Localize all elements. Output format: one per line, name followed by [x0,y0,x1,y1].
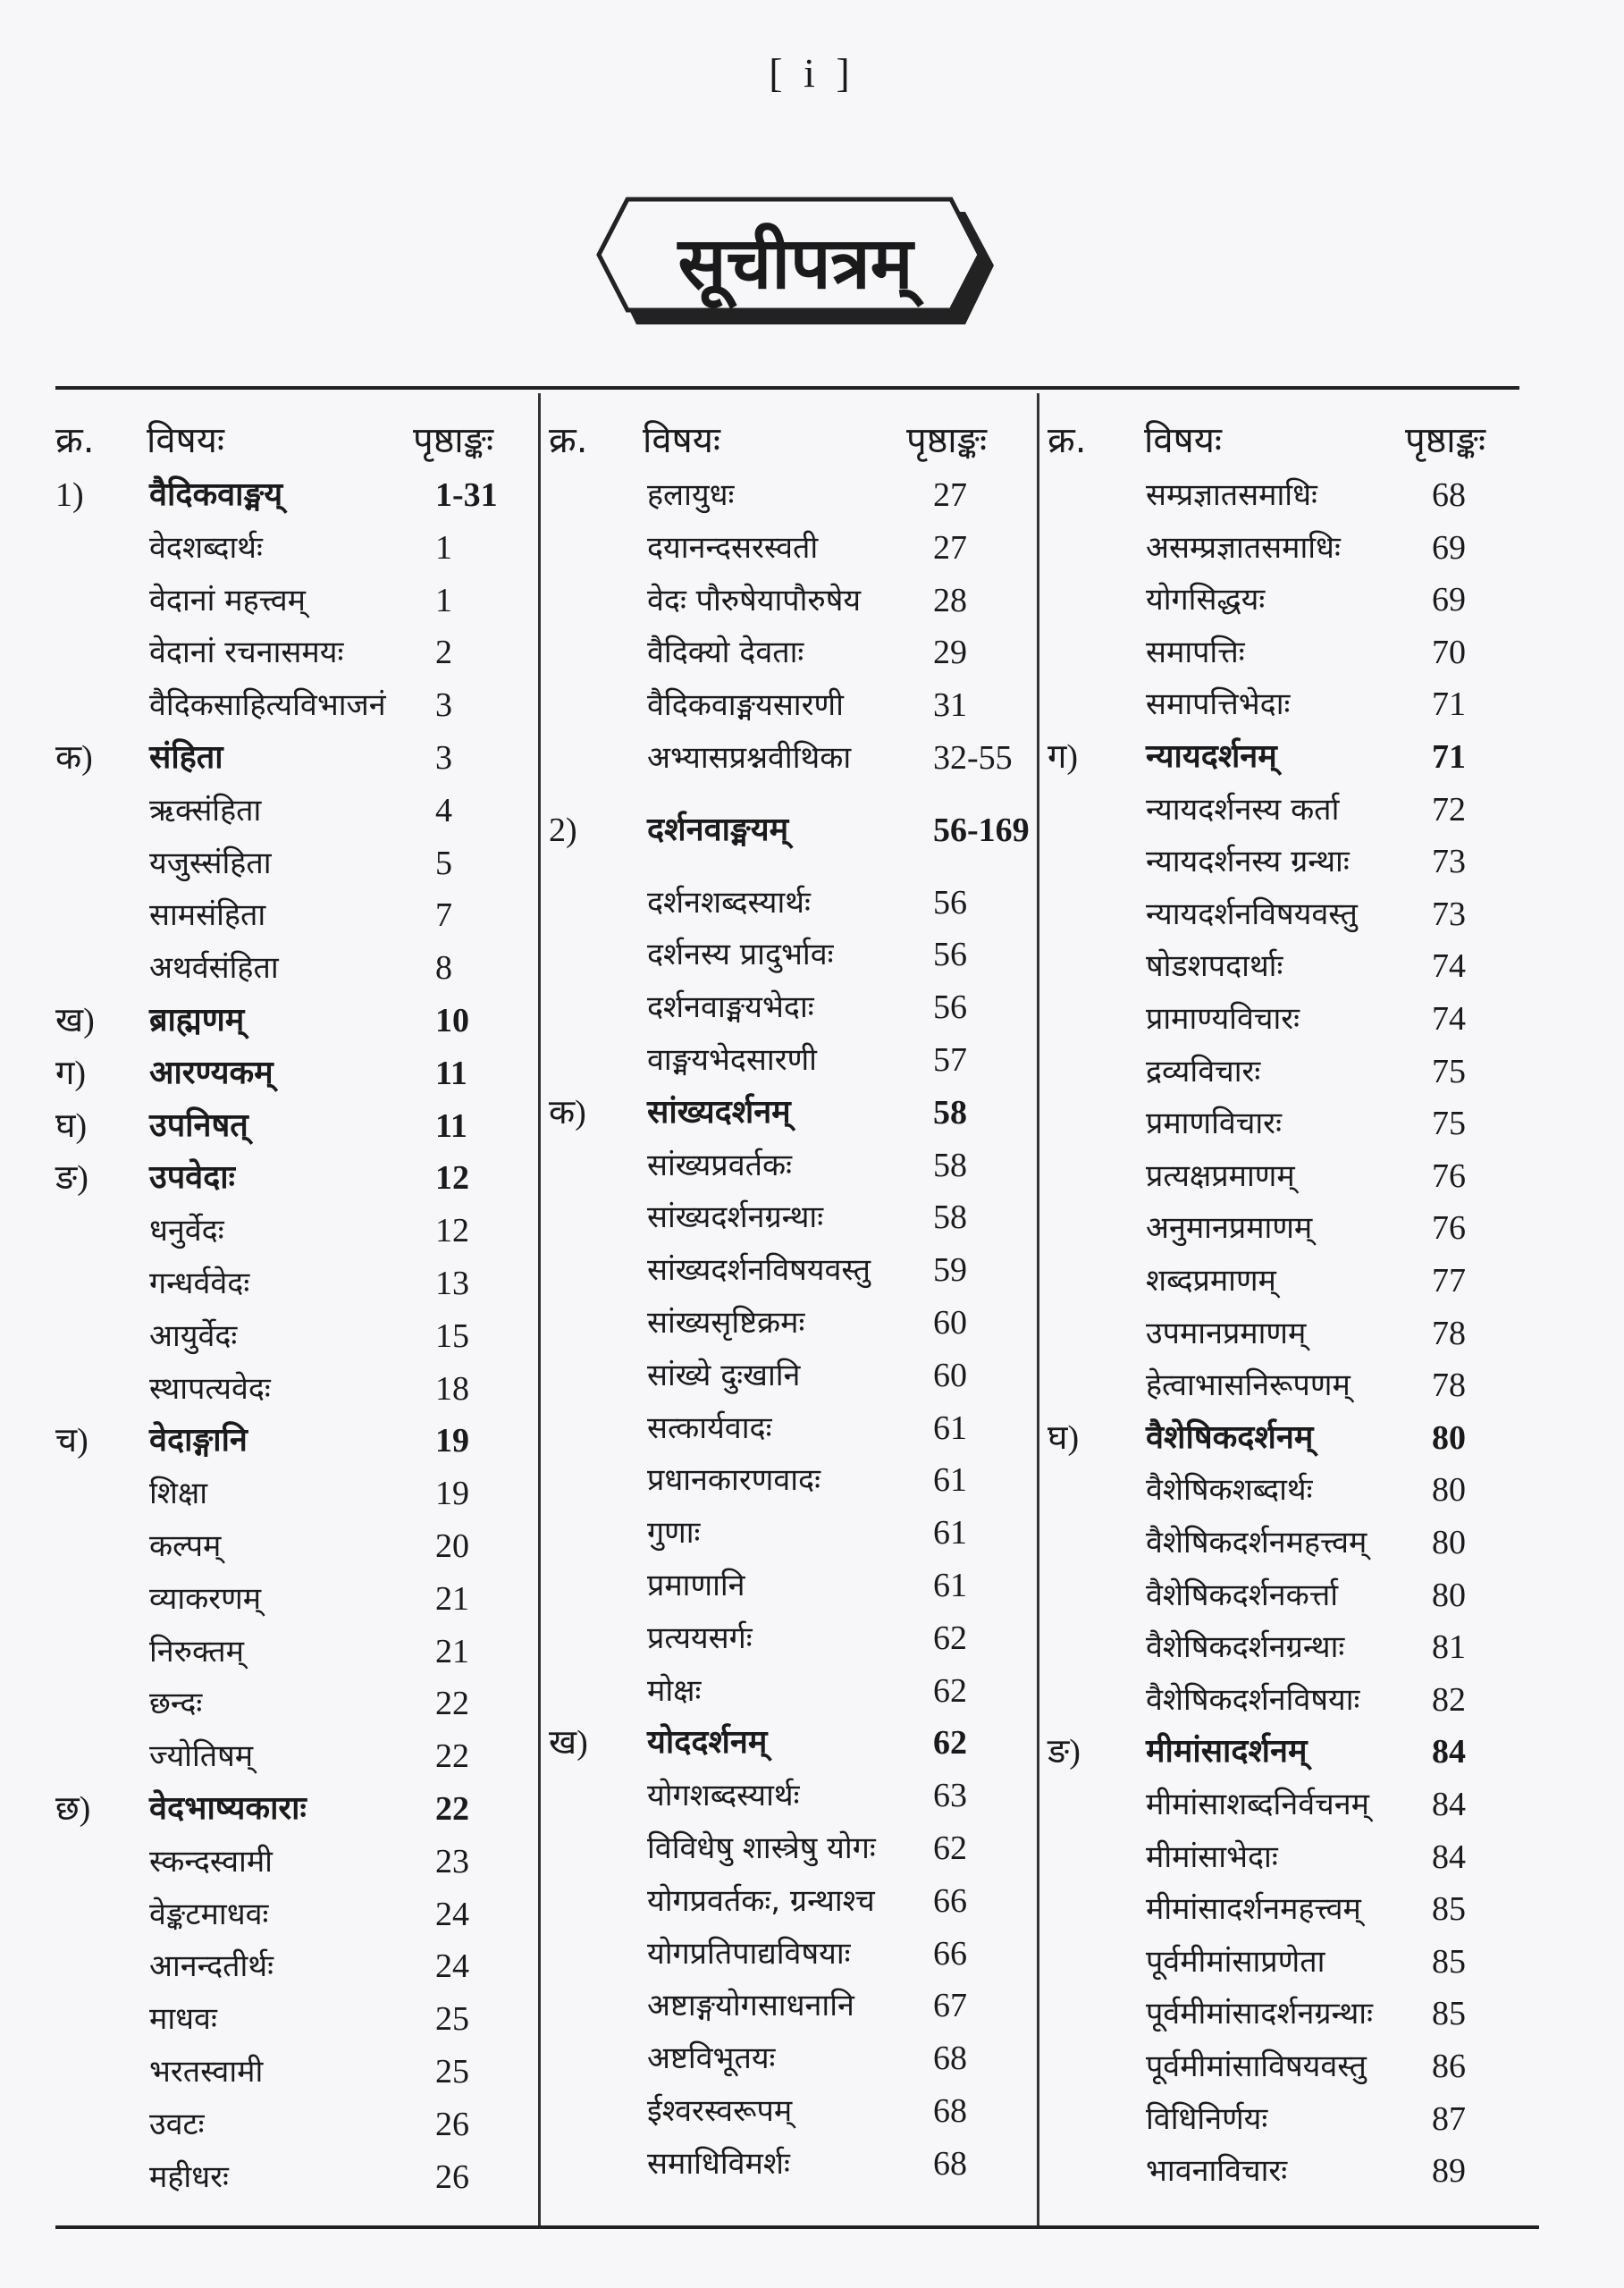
toc-row-page: 87 [1432,2099,1466,2138]
toc-row-page: 8 [435,949,452,988]
toc-row-topic: दर्शनस्य प्रादुर्भावः [647,937,834,973]
toc-row-page: 1 [435,581,452,619]
toc-row-page: 32-55 [933,739,1013,777]
toc-row-page: 7 [435,896,452,935]
toc-row-topic: ईश्वरस्वरूपम् [647,2093,793,2129]
toc-row-page: 89 [1432,2152,1466,2191]
toc-row-page: 21 [435,1632,469,1670]
toc-row-topic: वेदानां रचनासमयः [149,635,344,671]
toc-row-page: 85 [1432,1942,1466,1981]
toc-row-topic: सांख्यदर्शनविषयवस्तु [647,1252,871,1289]
toc-row-topic: वैशेषिकदर्शनकर्त्ता [1146,1577,1339,1613]
toc-row-page: 58 [933,1146,967,1184]
toc-row-page: 24 [435,1895,469,1933]
toc-row-page: 28 [933,581,967,619]
header-page: पृष्ठाङ्कः [413,420,494,461]
toc-row-topic: पूर्वमीमांसादर्शनग्रन्थाः [1146,1996,1373,2032]
toc-row-page: 68 [1432,476,1466,514]
toc-row-page: 60 [933,1304,967,1342]
toc-row-page: 61 [933,1514,967,1552]
header-topic: विषयः [1144,420,1222,461]
toc-row-page: 18 [435,1369,469,1408]
toc-row-page: 73 [1432,895,1466,933]
toc-row-page: 3 [435,739,452,777]
toc-row-topic: अष्टाङ्गयोगसाधनानि [647,1988,854,2024]
toc-row-topic: वेदानां महत्त्वम् [149,582,306,618]
toc-row-topic: वैशेषिकशब्दार्थः [1146,1472,1313,1509]
column-divider-1 [538,393,541,2225]
toc-row-topic: समापत्तिभेदाः [1146,686,1291,723]
toc-row-page: 62 [933,1671,967,1710]
toc-row-topic: सत्कार्यवादः [647,1409,772,1446]
toc-row-topic: भरतस्वामी [149,2054,264,2090]
header-num: क्र. [55,420,95,461]
toc-row-topic: आरण्यकम् [149,1054,273,1091]
toc-row-topic: स्थापत्यवेदः [149,1370,271,1407]
toc-row-topic: समापत्तिः [1146,634,1245,670]
toc-row-topic: सांख्यदर्शनम् [647,1093,791,1131]
toc-row-number: ग) [55,1054,87,1092]
toc-row-page: 56 [933,883,967,921]
toc-row-topic: सामसंहिता [149,897,266,934]
header-num: क्र. [549,420,588,461]
toc-row-page: 3 [435,686,452,725]
toc-row-page: 24 [435,1947,469,1986]
toc-row-page: 61 [933,1567,967,1604]
toc-row-topic: प्रत्यक्षप्रमाणम् [1146,1157,1295,1194]
toc-row-page: 12 [435,1159,469,1198]
toc-row-topic: हेत्वाभासनिरूपणम् [1146,1367,1351,1404]
toc-row-topic: मीमांसाभेदाः [1146,1838,1278,1875]
toc-row-page: 23 [435,1842,469,1880]
page-number: [ i ] [769,50,855,96]
toc-row-topic: आयुर्वेदः [149,1317,238,1354]
toc-row-page: 80 [1432,1524,1466,1561]
toc-row-topic: वेदभाष्यकाराः [149,1790,307,1827]
toc-row-page: 85 [1432,1995,1466,2033]
toc-row-page: 60 [933,1356,967,1394]
toc-row-topic: उपवेदाः [149,1159,235,1197]
toc-row-topic: अनुमानप्रमाणम् [1146,1210,1313,1247]
toc-row-page: 82 [1432,1680,1466,1719]
toc-row-page: 80 [1432,1418,1466,1457]
toc-row-topic: वैदिक्यो देवताः [647,635,804,671]
toc-row-page: 71 [1432,686,1466,724]
toc-row-page: 56 [933,936,967,974]
toc-row-page: 84 [1432,1733,1466,1771]
toc-row-topic: ज्योतिषम् [149,1738,254,1775]
toc-row-topic: यजुस्संहिता [149,845,272,881]
toc-row-page: 27 [933,476,967,514]
toc-row-page: 11 [435,1106,467,1145]
toc-row-number: ख) [549,1724,588,1762]
toc-row-page: 58 [933,1199,967,1237]
toc-row-topic: आनन्दतीर्थः [149,1948,273,1985]
toc-row-topic: मीमांसादर्शनम् [1146,1733,1308,1771]
header-topic: विषयः [147,420,224,461]
toc-row-topic: उपनिषत् [149,1106,248,1144]
toc-row-topic: प्रामाण्यविचारः [1146,1001,1300,1037]
toc-row-page: 27 [933,528,967,567]
toc-row-page: 13 [435,1265,469,1302]
toc-row-number: क) [549,1093,586,1131]
toc-row-topic: मोक्षः [647,1672,702,1709]
toc-row-topic: धनुर्वेदः [149,1213,224,1249]
toc-column-3 [1048,407,1530,2191]
toc-row-page: 19 [435,1422,469,1460]
toc-row-topic: प्रमाणविचारः [1146,1106,1282,1142]
toc-row-page: 2 [435,634,452,672]
toc-row-topic: शिक्षा [149,1476,208,1512]
toc-row-topic: वैदिकसाहित्यविभाजनं [149,687,386,724]
toc-row-page: 68 [933,2040,967,2078]
toc-row-number: ङ) [55,1159,88,1198]
toc-row-page: 62 [933,1830,967,1867]
toc-row-page: 25 [435,2053,469,2090]
toc-row-page: 84 [1432,1786,1466,1823]
toc-row-page: 10 [435,1002,469,1039]
toc-row-number: ख) [55,1002,95,1039]
toc-row-topic: उपमानप्रमाणम् [1146,1315,1307,1351]
toc-row-topic: स्कन्दस्वामी [149,1843,273,1880]
toc-row-topic: न्यायदर्शनविषयवस्तु [1146,896,1358,932]
toc-row-topic: प्रमाणानि [647,1568,745,1603]
toc-row-topic: ऋक्संहिता [149,792,262,829]
toc-row-number: ङ) [1048,1733,1081,1771]
toc-row-page: 11 [435,1054,467,1092]
toc-row-topic: प्रत्ययसर्गः [647,1619,753,1656]
toc-row-topic: मीमांसादर्शनमहत्त्वम् [1146,1891,1361,1928]
toc-row-page: 61 [933,1409,967,1447]
toc-row-page: 73 [1432,843,1466,881]
toc-row-topic: सांख्यप्रवर्तकः [647,1147,793,1183]
toc-row-page: 80 [1432,1471,1466,1510]
toc-row-page: 22 [435,1685,469,1723]
toc-row-page: 26 [435,2105,469,2143]
toc-row-topic: हलायुधः [647,477,735,513]
toc-row-number: घ) [1048,1418,1080,1457]
toc-row-topic: पूर्वमीमांसाप्रणेता [1146,1943,1325,1980]
toc-row-topic: शब्दप्रमाणम् [1146,1263,1276,1299]
toc-row-topic: निरुक्तम् [149,1633,244,1670]
toc-row-topic: संहिता [149,739,223,776]
toc-row-topic: पूर्वमीमांसाविषयवस्तु [1146,2048,1367,2084]
toc-row-topic: सांख्यदर्शनग्रन्थाः [647,1199,824,1236]
toc-row-page: 81 [1432,1628,1466,1667]
header-topic: विषयः [643,420,720,461]
toc-row-page: 12 [435,1212,469,1250]
toc-column-2 [549,407,1031,2183]
toc-row-number: छ) [55,1790,91,1828]
toc-row-page: 4 [435,791,452,829]
toc-row-page: 63 [933,1777,967,1815]
toc-row-page: 31 [933,686,967,725]
header-page: पृष्ठाङ्कः [1405,420,1486,461]
toc-row-page: 68 [933,2092,967,2130]
toc-row-topic: न्यायदर्शनस्य ग्रन्थाः [1146,844,1350,880]
toc-row-page: 71 [1432,738,1466,776]
top-rule [55,386,1519,390]
toc-row-page: 66 [933,1934,967,1973]
toc-row-topic: अथर्वसंहिता [149,950,279,987]
toc-row-topic: भावनाविचारः [1146,2153,1288,2190]
toc-row-topic: वेदाङ्गानि [149,1422,248,1459]
toc-row-page: 25 [435,2000,469,2039]
toc-row-topic: प्रधानकारणवादः [647,1462,820,1499]
toc-row-page: 67 [933,1987,967,2025]
toc-row-topic: योगशब्दस्यार्थः [647,1778,800,1814]
toc-row-number: ग) [1048,738,1079,776]
toc-row-page: 62 [933,1724,967,1762]
toc-row-page: 80 [1432,1576,1466,1614]
toc-row-topic: छन्दः [149,1686,203,1722]
toc-row-topic: वेङ्कटमाधवः [149,1896,269,1932]
toc-row-topic: वेदशब्दार्थः [149,529,263,566]
page-title: सूचीपत्रम् [677,222,913,305]
toc-row-page: 61 [933,1461,967,1500]
toc-row-topic: असम्प्रज्ञातसमाधिः [1146,529,1341,566]
toc-row-page: 66 [933,1881,967,1920]
toc-row-topic: न्यायदर्शनम् [1146,738,1277,775]
toc-row-topic: व्याकरणम् [149,1580,262,1617]
toc-row-page: 76 [1432,1209,1466,1248]
toc-row-page: 5 [435,844,452,882]
toc-row-topic: वैशेषिकदर्शनग्रन्थाः [1146,1629,1345,1666]
bottom-rule [55,2225,1539,2229]
toc-row-page: 59 [933,1251,967,1290]
toc-row-topic: विविधेषु शास्त्रेषु योगः [647,1830,876,1866]
toc-row-page: 78 [1432,1314,1466,1352]
toc-row-topic: न्यायदर्शनस्य कर्ता [1146,791,1340,828]
toc-row-page: 19 [435,1475,469,1513]
toc-row-page: 69 [1432,528,1466,567]
toc-row-topic: समाधिविमर्शः [647,2145,790,2182]
toc-row-page: 57 [933,1041,967,1079]
column-divider-2 [1037,393,1039,2225]
toc-row-page: 22 [435,1790,469,1828]
toc-row-page: 56 [933,988,967,1027]
toc-column-1 [55,407,529,2196]
column-header [1048,407,1530,469]
toc-row-topic: महीधरः [149,2158,229,2195]
toc-row-topic: योगप्रवर्तकः, ग्रन्थाश्च [647,1882,875,1919]
toc-row-page: 78 [1432,1367,1466,1405]
toc-row-page: 62 [933,1619,967,1657]
toc-row-topic: वाङ्मयभेदसारणी [647,1042,817,1078]
toc-row-number: च) [55,1422,88,1460]
toc-row-page: 22 [435,1737,469,1776]
toc-row-page: 86 [1432,2048,1466,2085]
toc-row-page: 26 [435,2158,469,2196]
toc-row-topic: वैदिकवाङ्मय् [149,476,283,513]
toc-row-page: 85 [1432,1890,1466,1929]
toc-row-page: 77 [1432,1262,1466,1300]
toc-row-topic: विधिनिर्णयः [1146,2100,1268,2137]
toc-row-topic: दर्शनशब्दस्यार्थः [647,884,811,921]
toc-row-topic: योददर्शनम् [647,1724,768,1762]
toc-row-topic: गुणाः [647,1515,701,1552]
toc-row-topic: वैशेषिकदर्शनविषयाः [1146,1681,1360,1718]
toc-row-page: 74 [1432,1000,1466,1038]
toc-row-page: 75 [1432,1052,1466,1090]
toc-row-number: 2) [549,811,577,849]
toc-row-topic: वैदिकवाङ्मयसारणी [647,687,844,724]
toc-row-page: 20 [435,1527,469,1565]
toc-row-page: 75 [1432,1105,1466,1143]
toc-row-topic: द्रव्यविचारः [1146,1053,1261,1089]
toc-row-topic: मीमांसाशब्दनिर्वचनम् [1146,1787,1369,1822]
toc-row-topic: दयानन्दसरस्वती [647,529,819,566]
toc-row-topic: सांख्यसृष्टिक्रमः [647,1305,805,1341]
toc-row-topic: अष्टविभूतयः [647,2040,776,2077]
header-num: क्र. [1048,420,1087,461]
toc-row-page: 21 [435,1579,469,1618]
toc-row-topic: दर्शनवाङ्मयभेदाः [647,989,814,1026]
toc-row-page: 58 [933,1093,967,1131]
toc-row-page: 84 [1432,1838,1466,1876]
column-header [55,407,529,469]
toc-row-topic: वैशेषिकदर्शनमहत्त्वम् [1146,1525,1367,1560]
toc-row-page: 29 [933,634,967,672]
toc-row-topic: सांख्ये दुःखानि [647,1357,801,1393]
toc-row-topic: योगसिद्धयः [1146,582,1266,618]
toc-row-page: 76 [1432,1157,1466,1195]
column-header [549,407,1031,469]
toc-row-page: 74 [1432,947,1466,986]
toc-row-topic: योगप्रतिपाद्यविषयाः [647,1935,851,1972]
toc-row-page: 72 [1432,790,1466,829]
toc-row-topic: सम्प्रज्ञातसमाधिः [1146,477,1317,513]
toc-row-page: 56-169 [933,811,1030,849]
header-page: पृष्ठाङ्कः [906,420,988,461]
toc-row-number: 1) [55,476,84,514]
toc-row-page: 70 [1432,633,1466,671]
toc-row-topic: दर्शनवाङ्मयम् [647,811,789,848]
toc-row-topic: वैशेषिकदर्शनम् [1146,1418,1314,1456]
title-plaque [590,192,1010,340]
toc-row-topic: माधवः [149,2001,217,2038]
toc-row-number: क) [55,739,93,777]
toc-row-topic: कल्पम् [149,1528,222,1564]
toc-row-page: 1-31 [435,476,498,514]
toc-row-page: 1 [435,528,452,567]
toc-row-page: 15 [435,1316,469,1355]
toc-row-topic: अभ्यासप्रश्नवीथिका [647,740,852,776]
toc-row-topic: षोडशपदार्थाः [1146,948,1283,985]
toc-row-topic: वेदः पौरुषेयापौरुषेय [647,582,862,618]
toc-row-topic: ब्राह्मणम् [149,1002,245,1039]
toc-row-topic: गन्धर्ववेदः [149,1266,250,1301]
toc-row-topic: उवटः [149,2106,205,2142]
toc-row-page: 68 [933,2144,967,2183]
toc-row-number: घ) [55,1106,88,1145]
toc-row-page: 69 [1432,581,1466,619]
